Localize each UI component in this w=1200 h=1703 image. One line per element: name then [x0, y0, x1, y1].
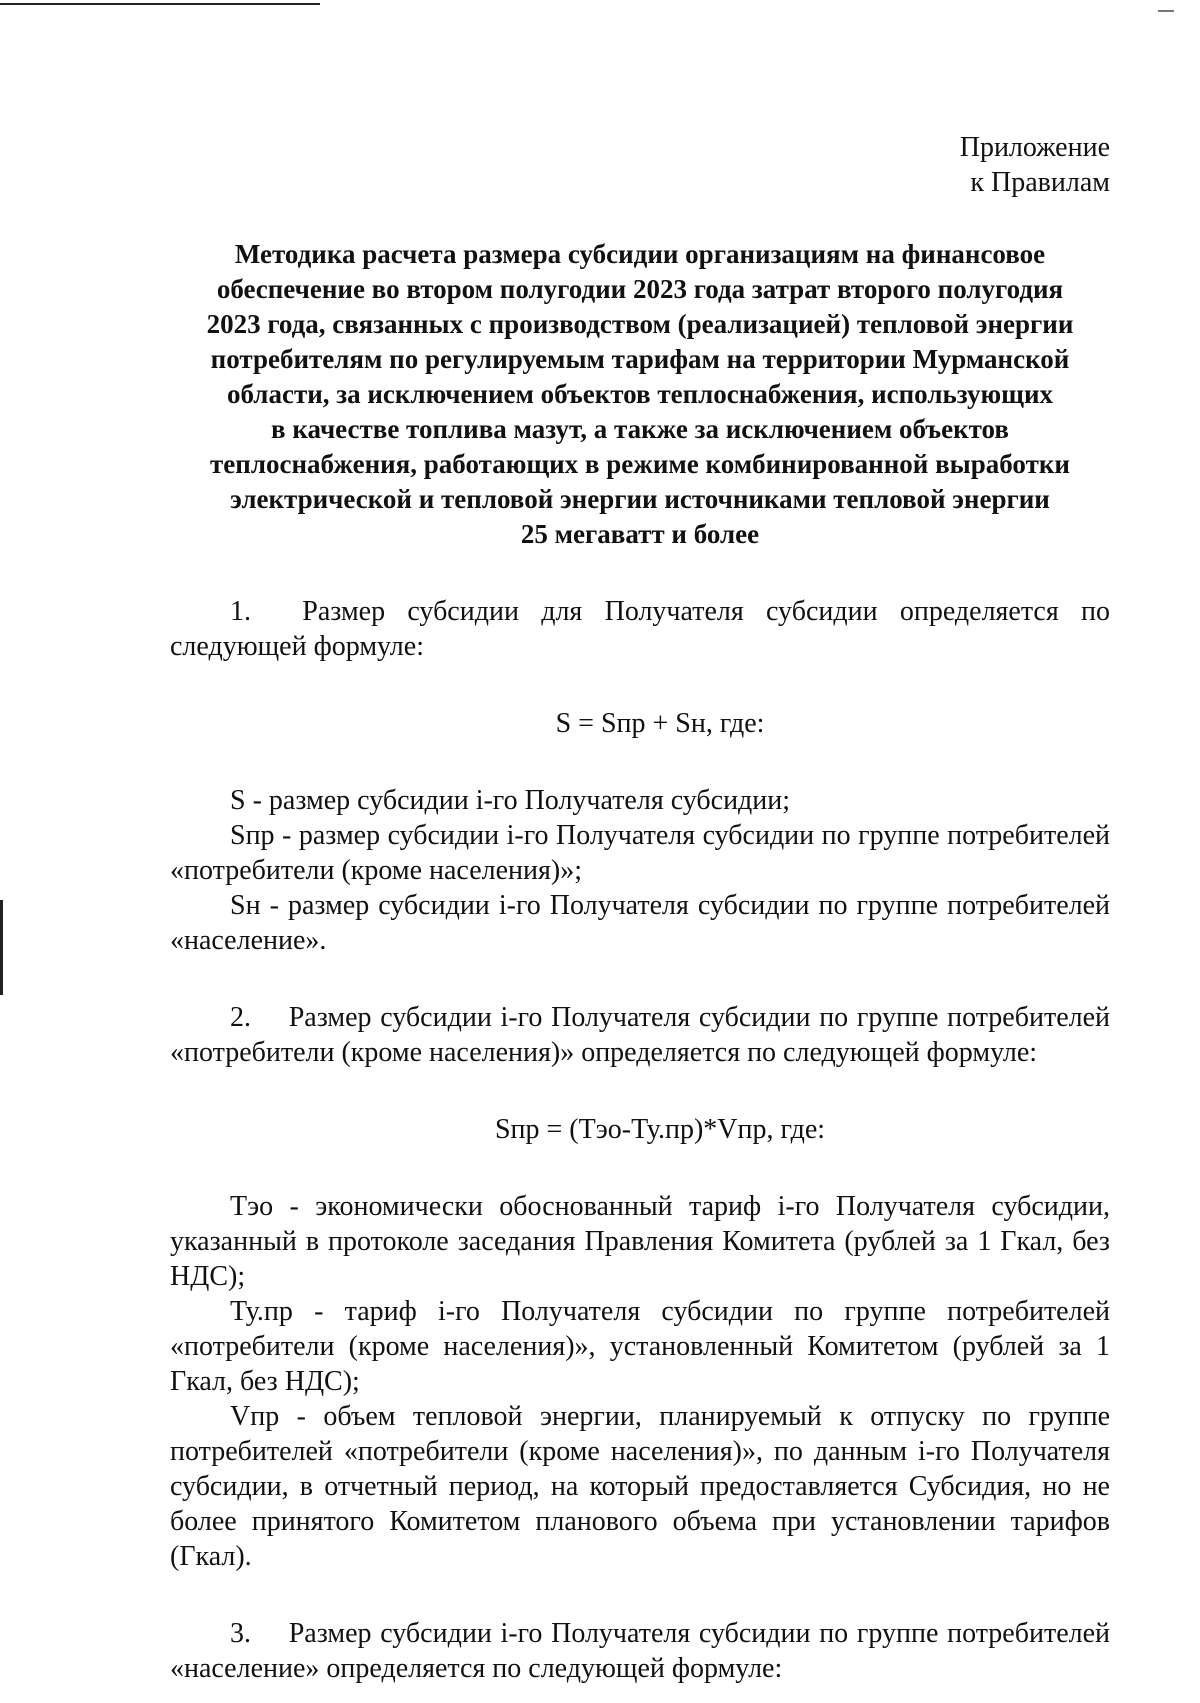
- appendix-line-1: Приложение: [959, 132, 1110, 163]
- document-page: [170, 130, 1110, 1686]
- section-3-number: 3.: [230, 1618, 251, 1649]
- scan-artifact-left-edge: [0, 900, 3, 995]
- definition-item: Sпр - размер субсидии i-го Получателя субсидии по группе потребителей «потребители (кроме населения)»;: [170, 820, 1110, 886]
- title-line: электрической и тепловой энергии источниками тепловой энергии: [230, 484, 1050, 514]
- appendix-heading: [170, 130, 1110, 200]
- section-3-text: Размер субсидии i-го Получателя субсидии по группе потребителей «население» определяется по следующей формуле:: [170, 1618, 1111, 1684]
- definition-item: Тэо - экономически обоснованный тариф i-го Получателя субсидии, указанный в протоколе заседания Правления Комитета (рублей за 1 Гкал, без НДС);: [170, 1191, 1110, 1292]
- section-3-paragraph: [170, 1616, 1110, 1686]
- title-line: в качестве топлива мазут, а также за исключением объектов: [271, 414, 1009, 444]
- title-line: 25 мегаватт и более: [520, 519, 760, 549]
- section-1-text: Размер субсидии для Получателя субсидии определяется по следующей формуле:: [170, 596, 1110, 662]
- section-2-text: Размер субсидии i-го Получателя субсидии по группе потребителей «потребители (кроме населения)» определяется по следующей формуле:: [170, 1002, 1111, 1068]
- formula-2: Sпр = (Тэо-Ту.пр)*Vпр, где:: [494, 1114, 826, 1145]
- title-line: области, за исключением объектов теплоснабжения, использующих: [226, 379, 1054, 409]
- definition-item: S - размер субсидии i-го Получателя субсидии;: [230, 785, 791, 816]
- scan-artifact-top-line: [0, 3, 320, 5]
- definition-item: Ту.пр - тариф i-го Получателя субсидии по группе потребителей «потребители (кроме населения)», установленный Комитетом (рублей за 1 Гкал, без НДС);: [170, 1296, 1110, 1397]
- title-line: теплоснабжения, работающих в режиме комбинированной выработки: [210, 449, 1070, 479]
- section-1-paragraph: [170, 594, 1110, 664]
- section-2-paragraph: [170, 1000, 1110, 1070]
- title-line: обеспечение во втором полугодии 2023 года затрат второго полугодия: [216, 274, 1064, 304]
- section-2-number: 2.: [230, 1002, 251, 1033]
- title-line: 2023 года, связанных с производством (реализацией) тепловой энергии: [206, 309, 1074, 339]
- document-title: [170, 237, 1110, 552]
- appendix-line-2: к Правилам: [970, 167, 1110, 198]
- definition-item: Sн - размер субсидии i-го Получателя субсидии по группе потребителей «население».: [170, 890, 1110, 956]
- formula-1: S = Sпр + Sн, где:: [555, 708, 765, 739]
- scan-artifact-right-dash: [1158, 10, 1174, 12]
- section-1-number: 1.: [230, 596, 251, 627]
- title-line: Методика расчета размера субсидии организациям на финансовое: [234, 239, 1046, 269]
- definition-item: Vпр - объем тепловой энергии, планируемый к отпуску по группе потребителей «потребители (кроме населения)», по данным i-го Получателя субсидии, в отчетный период, на который предоставляется Субсидия, но не более принятого Комитетом планового объема при установлении тарифов (Гкал).: [170, 1401, 1110, 1572]
- title-line: потребителям по регулируемым тарифам на территории Мурманской: [210, 344, 1070, 374]
